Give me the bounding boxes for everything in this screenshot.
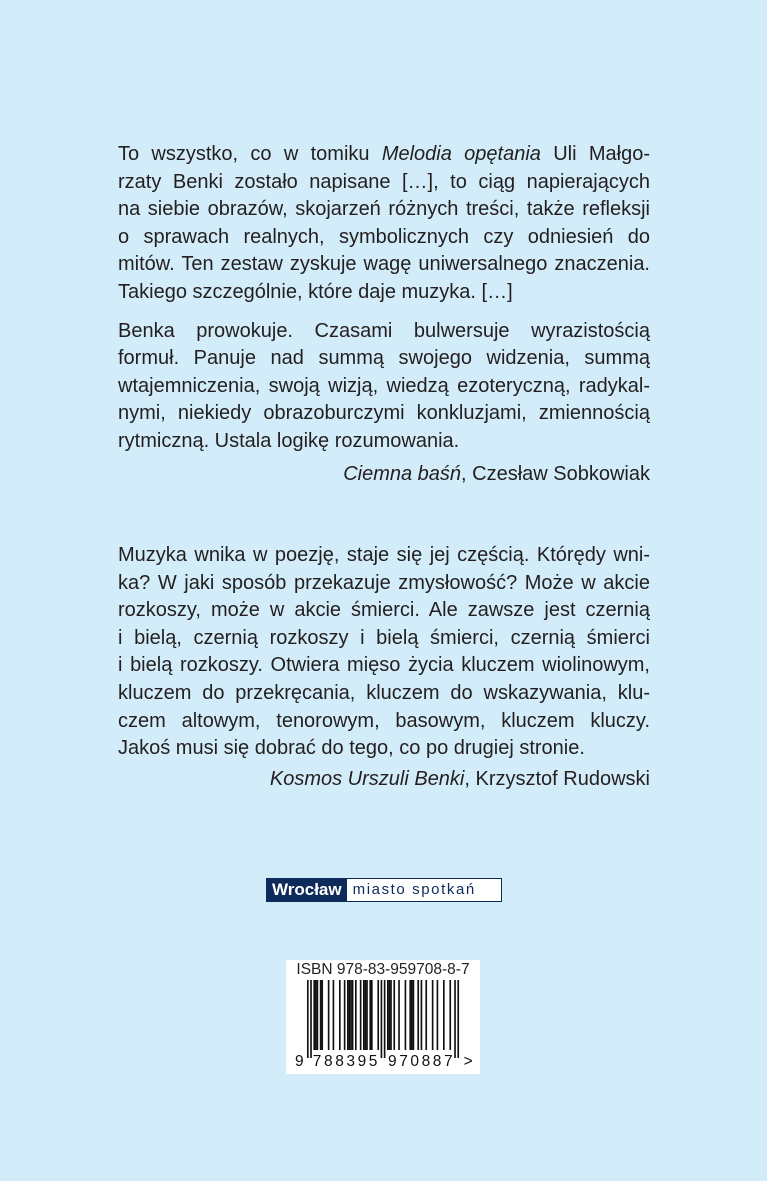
attribution-title: Kosmos Urszuli Benki [269, 768, 465, 790]
review-section-2 [118, 542, 650, 763]
barcode-digit: 8 [432, 1053, 442, 1070]
barcode-bar [344, 980, 346, 1050]
barcode-bar [413, 980, 415, 1050]
text-segment: Benka prowokuje. Czasami bulwersuje wyrazistością [118, 319, 650, 342]
text-segment: Uli Małgo- [540, 143, 651, 165]
barcode-bar [393, 980, 395, 1050]
barcode-bar [417, 980, 419, 1050]
text-line [118, 735, 650, 763]
wroclaw-logo [266, 878, 502, 902]
text-segment: formuł. Panuje nad summą swojego widzenia, summą [118, 347, 650, 370]
attribution-author: , Czesław Sobkowiak [461, 463, 650, 485]
attribution-author: , Krzysztof Rudowski [464, 768, 650, 790]
barcode-digit: 7 [399, 1053, 408, 1070]
barcode-bar [437, 980, 439, 1050]
barcode-bar [310, 980, 312, 1058]
barcode-digit: 8 [335, 1053, 344, 1070]
text-segment: wtajemniczenia, swoją wizją, wiedzą ezoteryczną, radykal- [118, 374, 650, 397]
text-line [118, 373, 650, 401]
text-segment: Takiego szczególnie, które daje muzyka. […] [118, 280, 513, 303]
barcode-bar [307, 980, 309, 1058]
attribution-2 [270, 768, 650, 791]
isbn-label: ISBN 978-83-959708-8-7 [296, 961, 470, 978]
barcode-bar [457, 980, 459, 1058]
barcode-bar [320, 980, 322, 1050]
barcode-bar [360, 980, 362, 1050]
barcode-bar [315, 980, 317, 1050]
text-line [118, 597, 650, 625]
text-segment: kluczem do przekręcania, kluczem do wskazywania, klu- [118, 681, 650, 704]
barcode-bar [371, 980, 373, 1050]
text-segment: nymi, niekiedy obrazoburczymi konkluzjami, zmiennością [118, 402, 650, 425]
barcode-bar [365, 980, 367, 1050]
attribution-1 [343, 463, 650, 486]
barcode-bar [390, 980, 392, 1050]
text-segment: rytmiczną. Ustala logikę rozumowania. [118, 429, 460, 452]
barcode-digit: 7 [312, 1053, 322, 1070]
barcode-digit: 9 [295, 1053, 304, 1070]
text-segment: czem altowym, tenorowym, basowym, kluczem kluczy. [118, 709, 650, 732]
barcode-digit: 8 [324, 1053, 333, 1070]
text-segment: To wszystko, co w tomiku [118, 143, 382, 165]
barcode-bar [381, 980, 383, 1058]
barcode-digit: 7 [444, 1053, 453, 1070]
barcode-bar [313, 980, 315, 1050]
paragraph [118, 141, 650, 307]
barcode-bar [409, 980, 411, 1050]
barcode-bar [387, 980, 389, 1050]
barcode-bar [355, 980, 357, 1050]
barcode-bar [321, 980, 323, 1050]
text-line [118, 400, 650, 428]
text-line [118, 318, 650, 346]
barcode-bar [317, 980, 319, 1050]
barcode-bar [411, 980, 413, 1050]
text-segment: o sprawach realnych, symbolicznych czy odniesień do [118, 225, 650, 248]
barcode-bar [366, 980, 368, 1050]
text-line [118, 169, 650, 197]
text-line [118, 224, 650, 252]
barcode-bar [377, 980, 379, 1050]
barcode-bar [328, 980, 330, 1050]
text-line [118, 542, 650, 570]
text-line [118, 345, 650, 373]
barcode-bar [421, 980, 423, 1050]
barcode-bar [349, 980, 351, 1050]
text-line [118, 708, 650, 736]
book-title: Melodia opętania [381, 143, 541, 165]
text-segment: na siebie obrazów, skojarzeń różnych treści, także refleksji [118, 198, 650, 221]
text-line [118, 141, 650, 169]
barcode-quiet-zone-mark: > [463, 1053, 473, 1070]
attribution-title: Ciemna baśń [343, 463, 462, 485]
barcode-digit: 8 [421, 1053, 431, 1070]
barcode-bar [398, 980, 400, 1050]
text-segment: rzaty Benki zostało napisane […], to ciąg napierających [118, 170, 650, 193]
text-line [118, 428, 650, 456]
text-line [118, 680, 650, 708]
text-line [118, 196, 650, 224]
text-line [118, 652, 650, 680]
text-line [118, 251, 650, 279]
barcode-digit: 3 [346, 1053, 356, 1070]
barcode-bar [443, 980, 445, 1050]
review-section-1 [118, 141, 650, 456]
barcode-digit: 5 [368, 1053, 378, 1070]
barcode-bar [339, 980, 341, 1050]
barcode-bar [384, 980, 386, 1058]
barcode-graphic [286, 960, 480, 1074]
paragraph [118, 318, 650, 456]
barcode-bar [454, 980, 456, 1058]
barcode-bar [347, 980, 349, 1050]
text-segment: Jakoś musi się dobrać do tego, co po drugiej stronie. [118, 737, 585, 760]
text-line [118, 570, 650, 598]
text-segment: i bielą, czernią rozkoszy i bielą śmierci, czernią śmierci [118, 626, 650, 649]
isbn-barcode [286, 960, 480, 1074]
barcode-bar [363, 980, 365, 1050]
text-segment: i bielą rozkoszy. Otwiera mięso życia kluczem wiolinowym, [118, 654, 650, 677]
barcode-bar [425, 980, 427, 1050]
barcode-bar [369, 980, 371, 1050]
text-segment: Muzyka wnika w poezję, staje się jej częścią. Którędy wni- [118, 544, 650, 566]
logo-city: Wrocław [267, 879, 347, 901]
barcode-bar [350, 980, 352, 1050]
barcode-bar [333, 980, 335, 1050]
barcode-bar [449, 980, 451, 1050]
barcode-digit: 9 [357, 1053, 367, 1070]
text-line [118, 625, 650, 653]
text-segment: mitów. Ten zestaw zyskuje wagę uniwersalnego znaczenia. [118, 253, 650, 276]
barcode-bar [432, 980, 434, 1050]
barcode-digit: 0 [410, 1053, 420, 1070]
text-segment: rozkoszy, może w akcie śmierci. Ale zawsze jest czernią [118, 599, 650, 622]
text-line [118, 279, 650, 307]
barcode-digit: 9 [388, 1053, 397, 1070]
barcode-bar [352, 980, 354, 1050]
text-segment: ka? W jaki sposób przekazuje zmysłowość? Może w akcie [118, 571, 650, 594]
barcode-bar [405, 980, 407, 1050]
logo-slogan: miasto spotkań [352, 881, 476, 898]
paragraph [118, 542, 650, 763]
barcode-bar [389, 980, 391, 1050]
